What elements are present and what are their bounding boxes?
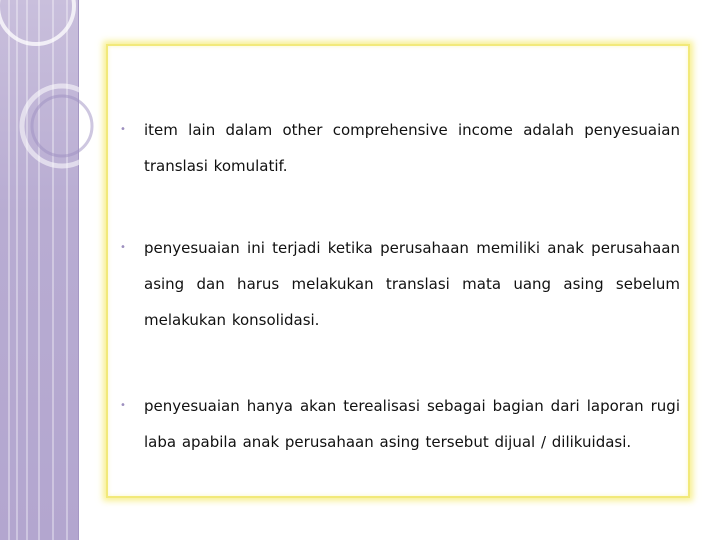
bullet-item xyxy=(120,388,680,460)
bullet-marker: • xyxy=(120,242,126,253)
bullet-item xyxy=(120,112,680,184)
bullet-marker: • xyxy=(120,400,126,411)
decorative-circles xyxy=(0,0,110,200)
deco-circle xyxy=(32,96,92,156)
bullet-text: penyesuaian ini terjadi ketika perusahaan memiliki anak perusahaan asing dan harus melakukan translasi mata uang asing sebelum melakukan konsolidasi. xyxy=(144,239,680,329)
content-frame xyxy=(106,44,690,498)
bullet-text: item lain dalam other comprehensive income adalah penyesuaian translasi komulatif. xyxy=(144,121,680,175)
bullet-item xyxy=(120,230,680,338)
deco-circle xyxy=(0,0,74,44)
bullet-marker: • xyxy=(120,124,126,135)
deco-circle xyxy=(22,86,102,166)
bullet-text: penyesuaian hanya akan terealisasi sebagai bagian dari laporan rugi laba apabila anak perusahaan asing tersebut dijual / dilikuidasi. xyxy=(144,397,680,451)
